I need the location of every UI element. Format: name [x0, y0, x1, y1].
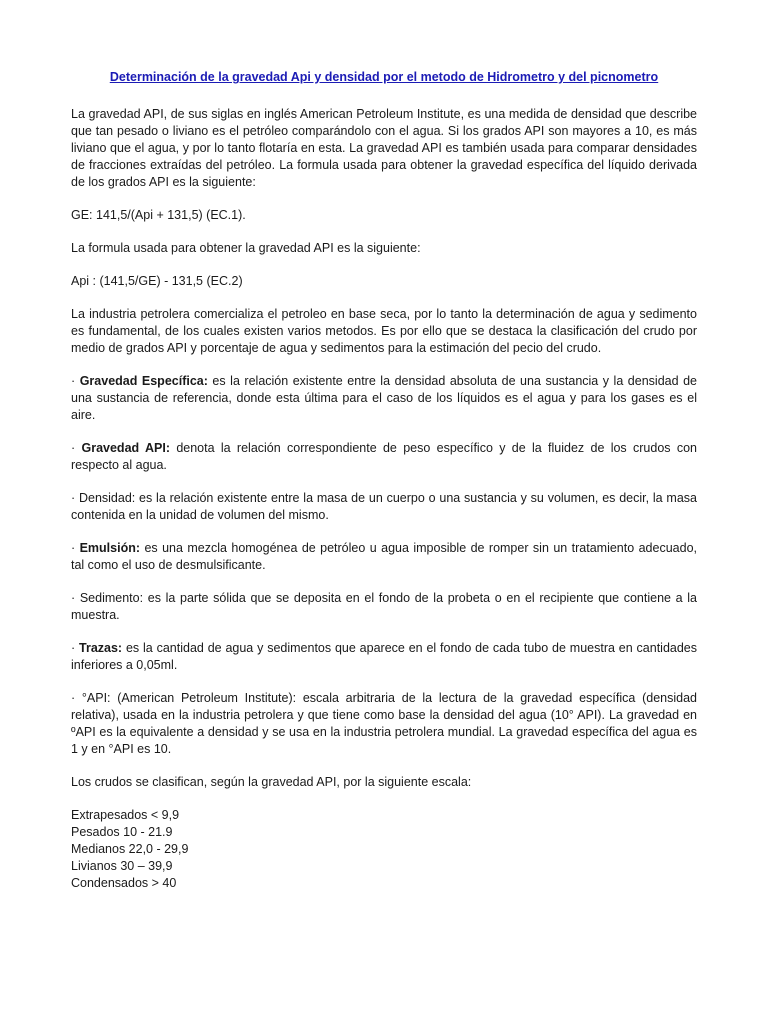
document-title[interactable]: [71, 70, 697, 84]
scale-item-extrapesados: Extrapesados < 9,9: [71, 808, 180, 822]
definition-bullet: ·: [71, 491, 79, 505]
definition-densidad: [71, 490, 697, 524]
definition-term: Trazas:: [79, 641, 123, 655]
scale-item-pesados: Pesados 10 - 21.9: [71, 825, 173, 839]
definition-text: Sedimento: es la parte sólida que se deposita en el fondo de la probeta o en el recipiente que contiene a la muestra.: [71, 591, 697, 622]
crude-scale-list: [71, 807, 697, 892]
definition-text: es la cantidad de agua y sedimentos que aparece en el fondo de cada tubo de muestra en cantidades inferiores a 0,05ml.: [71, 641, 697, 672]
definition-sedimento: [71, 590, 697, 624]
definition-text: denota la relación correspondiente de peso específico y de la fluidez de los crudos con respecto al agua.: [71, 441, 697, 472]
scale-intro: Los crudos se clasifican, según la gravedad API, por la siguiente escala:: [71, 775, 472, 789]
definition-text: °API: (American Petroleum Institute): escala arbitraria de la lectura de la gravedad específica (densidad relativa), usada en la industria petrolera y que tiene como base la densidad del agua (10° API). La gravedad en ºAPI es la equivalente a densidad y se usa en la industria petrolera mundial. La gravedad específica del agua es 1 y en °API es 10.: [71, 691, 697, 756]
formula-api-intro: La formula usada para obtener la gravedad API es la siguiente:: [71, 241, 421, 255]
definition-term: Gravedad Específica:: [79, 374, 208, 388]
definition-trazas: [71, 640, 697, 674]
definition-bullet: ·: [71, 541, 80, 555]
definition-text: es una mezcla homogénea de petróleo u agua imposible de romper sin un tratamiento adecuado, tal como el uso de desmulsificante.: [71, 541, 697, 572]
title-link[interactable]: Determinación de la gravedad Api y densidad por el metodo de Hidrometro y del picnometro: [109, 70, 659, 84]
definition-term: Gravedad API:: [81, 441, 171, 455]
definition-text: es la relación existente entre la densidad absoluta de una sustancia y la densidad de una sustancia de referencia, donde esta última para el caso de los líquidos es el agua y para los gases es el aire.: [71, 374, 697, 422]
definition-bullet: ·: [71, 641, 80, 655]
definition-bullet: ·: [71, 591, 80, 605]
definition-api: [71, 690, 697, 758]
scale-item-medianos: Medianos 22,0 - 29,9: [71, 842, 189, 856]
definition-term: Emulsión:: [79, 541, 141, 555]
definition-text: Densidad: es la relación existente entre la masa de un cuerpo o una sustancia y su volumen, es decir, la masa contenida en la unidad de volumen del mismo.: [71, 491, 697, 522]
definition-bullet: ·: [71, 691, 82, 705]
scale-item-livianos: Livianos 30 – 39,9: [71, 859, 173, 873]
scale-item-condensados: Condensados > 40: [71, 876, 177, 890]
definition-emulsion: [71, 540, 697, 574]
definition-bullet: ·: [71, 374, 80, 388]
definition-gravedad-api: [71, 440, 697, 474]
formula-api: Api : (141,5/GE) - 131,5 (EC.2): [71, 274, 243, 288]
industry-paragraph: La industria petrolera comercializa el petroleo en base seca, por lo tanto la determinación de agua y sedimento es fundamental, de los cuales existen varios metodos. Es por ello que se destaca la clasificación del crudo por medio de grados API y porcentaje de agua y sedimentos para la estimación del pecio del crudo.: [71, 307, 697, 355]
definition-gravedad-especifica: [71, 373, 697, 424]
formula-ge: GE: 141,5/(Api + 131,5) (EC.1).: [71, 208, 246, 222]
intro-paragraph: La gravedad API, de sus siglas en inglés American Petroleum Institute, es una medida de densidad que describe que tan pesado o liviano es el petróleo comparándolo con el agua. Si los grados API son mayores a 10, es más liviano que el agua, y por lo tanto flotaría en esta. La gravedad API es también usada para comparar densidades de fracciones extraídas del petróleo. La formula usada para obtener la gravedad específica del líquido derivada de los grados API es la siguiente:: [71, 107, 697, 189]
definition-bullet: ·: [71, 441, 82, 455]
